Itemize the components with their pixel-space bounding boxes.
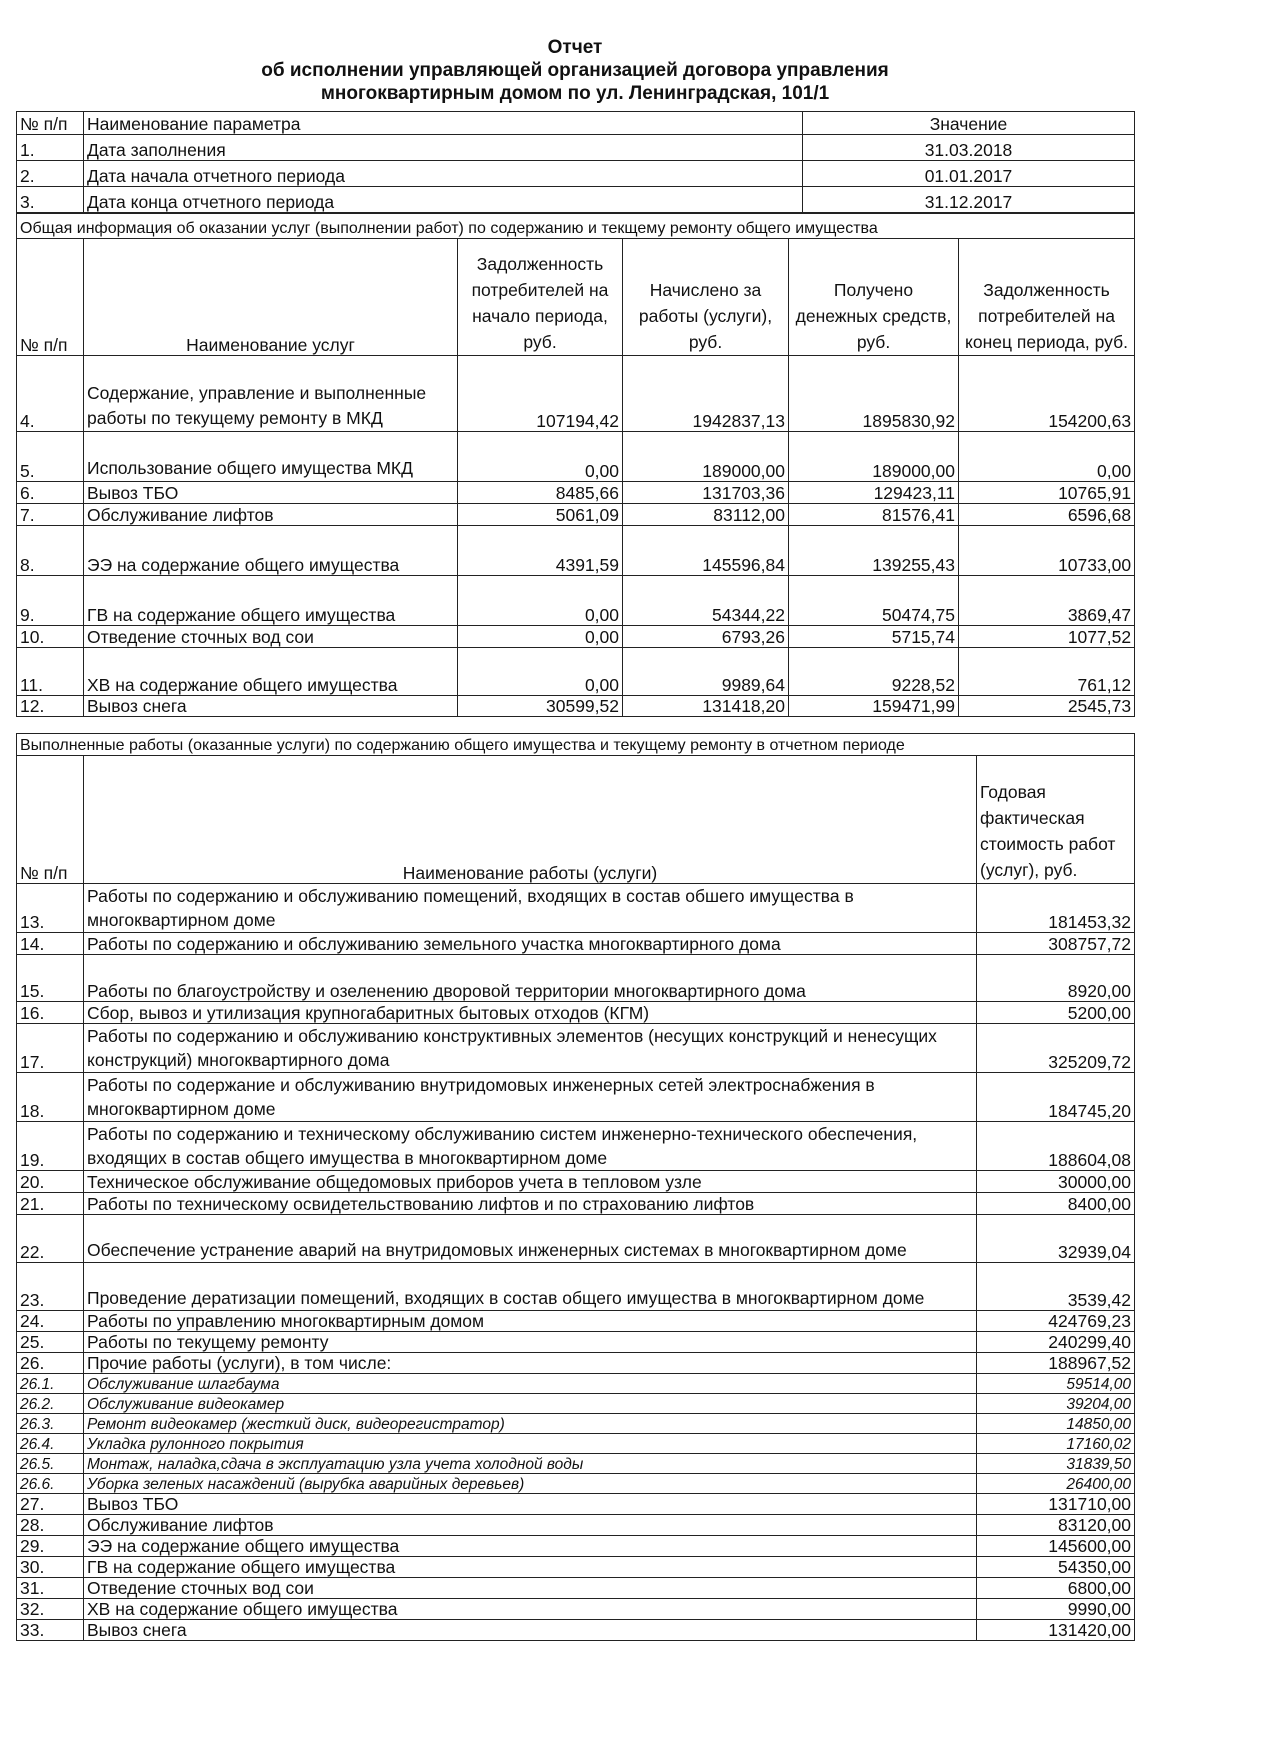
row-no: 31. <box>17 1578 84 1599</box>
services-col-no: № п/п <box>17 239 84 356</box>
params-col-name: Наименование параметра <box>84 112 803 135</box>
row-cost: 424769,23 <box>977 1311 1135 1332</box>
row-charged: 131418,20 <box>623 696 789 717</box>
row-no: 30. <box>17 1557 84 1578</box>
params-row <box>17 135 1135 161</box>
services-row <box>17 432 1135 482</box>
row-name: ХВ на содержание общего имущества <box>84 648 458 696</box>
row-name: ГВ на содержание общего имущества <box>84 1557 977 1578</box>
row-debt-start: 0,00 <box>458 576 623 626</box>
row-name: Дата начала отчетного периода <box>84 161 803 187</box>
services-section-title: Общая информация об оказании услуг (выполнении работ) по содержанию и текщему ремонту общего имущества <box>17 214 1135 239</box>
row-charged: 6793,26 <box>623 626 789 648</box>
report-title-line-1: Отчет <box>547 37 603 58</box>
works-col-no: № п/п <box>17 756 84 884</box>
works-section-row <box>17 734 1135 756</box>
row-no: 13. <box>17 884 84 933</box>
row-cost: 3539,42 <box>977 1263 1135 1311</box>
works-subrow <box>17 1474 1135 1494</box>
row-no: 32. <box>17 1599 84 1620</box>
row-no: 29. <box>17 1536 84 1557</box>
row-no: 7. <box>17 504 84 526</box>
row-no: 22. <box>17 1215 84 1263</box>
works-subrow <box>17 1414 1135 1434</box>
params-col-value: Значение <box>803 112 1135 135</box>
row-name: Монтаж, наладка,сдача в эксплуатацию узла учета холодной воды <box>84 1454 977 1474</box>
row-received: 5715,74 <box>789 626 959 648</box>
row-cost: 30000,00 <box>977 1171 1135 1193</box>
row-no: 33. <box>17 1620 84 1641</box>
row-cost: 54350,00 <box>977 1557 1135 1578</box>
row-received: 159471,99 <box>789 696 959 717</box>
row-no: 20. <box>17 1171 84 1193</box>
works-subrow <box>17 1394 1135 1414</box>
services-row <box>17 696 1135 717</box>
row-name: Ремонт видеокамер (жесткий диск, видеорегистратор) <box>84 1414 977 1434</box>
row-no: 6. <box>17 482 84 504</box>
row-name: Техническое обслуживание общедомовых приборов учета в тепловом узле <box>84 1171 977 1193</box>
row-cost: 8920,00 <box>977 955 1135 1002</box>
row-cost: 6800,00 <box>977 1578 1135 1599</box>
row-no: 11. <box>17 648 84 696</box>
works-row <box>17 955 1135 1002</box>
params-row <box>17 161 1135 187</box>
row-no: 14. <box>17 933 84 955</box>
row-cost: 26400,00 <box>977 1474 1135 1494</box>
row-debt-end: 2545,73 <box>959 696 1135 717</box>
row-name: Вывоз снега <box>84 696 458 717</box>
row-name: Отведение сточных вод сои <box>84 1578 977 1599</box>
row-no: 26. <box>17 1353 84 1374</box>
row-name: Прочие работы (услуги), в том числе: <box>84 1353 977 1374</box>
row-cost: 17160,02 <box>977 1434 1135 1454</box>
works-row <box>17 1002 1135 1024</box>
row-charged: 54344,22 <box>623 576 789 626</box>
row-no: 5. <box>17 432 84 482</box>
row-cost: 39204,00 <box>977 1394 1135 1414</box>
row-name: ЭЭ на содержание общего имущества <box>84 526 458 576</box>
row-debt-end: 3869,47 <box>959 576 1135 626</box>
works-subrow <box>17 1454 1135 1474</box>
row-name: Работы по содержание и обслуживанию внутридомовых инженерных сетей электроснабжения в многоквартирном доме <box>84 1073 977 1122</box>
row-debt-start: 30599,52 <box>458 696 623 717</box>
works-row <box>17 1620 1135 1641</box>
row-name: Работы по содержанию и обслуживанию конструктивных элементов (несущих конструкций и ненесущих конструкций) многоквартирного дома <box>84 1024 977 1073</box>
works-row <box>17 1536 1135 1557</box>
row-name: Использование общего имущества МКД <box>84 432 458 482</box>
row-cost: 325209,72 <box>977 1024 1135 1073</box>
works-row <box>17 1215 1135 1263</box>
row-no: 12. <box>17 696 84 717</box>
row-name: Укладка рулонного покрытия <box>84 1434 977 1454</box>
row-name: Работы по благоустройству и озеленению дворовой территории многоквартирного дома <box>84 955 977 1002</box>
row-name: Дата конца отчетного периода <box>84 187 803 213</box>
row-value: 31.03.2018 <box>803 135 1135 161</box>
row-no: 19. <box>17 1122 84 1171</box>
row-cost: 14850,00 <box>977 1414 1135 1434</box>
works-row <box>17 1311 1135 1332</box>
works-row <box>17 1515 1135 1536</box>
row-name: Вывоз ТБО <box>84 1494 977 1515</box>
services-row <box>17 482 1135 504</box>
row-name: Проведение дератизации помещений, входящих в состав общего имущества в многоквартирном доме <box>84 1263 977 1311</box>
services-row <box>17 626 1135 648</box>
row-cost: 145600,00 <box>977 1536 1135 1557</box>
row-name: Работы по содержанию и обслуживанию земельного участка многоквартирного дома <box>84 933 977 955</box>
report-title-line-3: многоквартирным домом по ул. Ленинградская, 101/1 <box>320 83 830 104</box>
row-value: 31.12.2017 <box>803 187 1135 213</box>
services-row <box>17 648 1135 696</box>
services-col-debt-start: Задолженность потребителей на начало периода, руб. <box>458 239 623 356</box>
works-row <box>17 1599 1135 1620</box>
row-name: Содержание, управление и выполненные работы по текущему ремонту в МКД <box>84 356 458 432</box>
works-row <box>17 1122 1135 1171</box>
row-name: Отведение сточных вод сои <box>84 626 458 648</box>
row-debt-end: 761,12 <box>959 648 1135 696</box>
services-col-debt-end: Задолженность потребителей на конец периода, руб. <box>959 239 1135 356</box>
row-debt-end: 1077,52 <box>959 626 1135 648</box>
row-no: 9. <box>17 576 84 626</box>
row-no: 8. <box>17 526 84 576</box>
row-received: 189000,00 <box>789 432 959 482</box>
services-row <box>17 526 1135 576</box>
row-debt-start: 0,00 <box>458 626 623 648</box>
row-no: 26.1. <box>17 1374 84 1394</box>
row-received: 81576,41 <box>789 504 959 526</box>
row-value: 01.01.2017 <box>803 161 1135 187</box>
works-row <box>17 1263 1135 1311</box>
works-row <box>17 1193 1135 1215</box>
row-no: 17. <box>17 1024 84 1073</box>
row-received: 1895830,92 <box>789 356 959 432</box>
row-cost: 31839,50 <box>977 1454 1135 1474</box>
report-title <box>0 36 1150 105</box>
row-debt-end: 154200,63 <box>959 356 1135 432</box>
row-name: Работы по управлению многоквартирным домом <box>84 1311 977 1332</box>
params-row <box>17 187 1135 213</box>
row-no: 28. <box>17 1515 84 1536</box>
row-no: 26.6. <box>17 1474 84 1494</box>
row-received: 50474,75 <box>789 576 959 626</box>
row-debt-start: 4391,59 <box>458 526 623 576</box>
row-charged: 1942837,13 <box>623 356 789 432</box>
services-col-received: Получено денежных средств, руб. <box>789 239 959 356</box>
services-col-charged: Начислено за работы (услуги), руб. <box>623 239 789 356</box>
row-name: Работы по техническому освидетельствованию лифтов и по страхованию лифтов <box>84 1193 977 1215</box>
services-row <box>17 504 1135 526</box>
params-header-row <box>17 112 1135 135</box>
row-no: 18. <box>17 1073 84 1122</box>
params-table <box>16 111 1135 213</box>
row-debt-end: 6596,68 <box>959 504 1135 526</box>
row-name: Обеспечение устранение аварий на внутридомовых инженерных системах в многоквартирном доме <box>84 1215 977 1263</box>
row-received: 129423,11 <box>789 482 959 504</box>
row-no: 26.2. <box>17 1394 84 1414</box>
row-name: Уборка зеленых насаждений (вырубка аварийных деревьев) <box>84 1474 977 1494</box>
row-charged: 9989,64 <box>623 648 789 696</box>
works-row <box>17 1557 1135 1578</box>
row-no: 16. <box>17 1002 84 1024</box>
row-cost: 181453,32 <box>977 884 1135 933</box>
row-debt-end: 10765,91 <box>959 482 1135 504</box>
works-row <box>17 1353 1135 1374</box>
works-col-name: Наименование работы (услуги) <box>84 756 977 884</box>
row-no: 21. <box>17 1193 84 1215</box>
row-name: Обслуживание лифтов <box>84 504 458 526</box>
works-row <box>17 1332 1135 1353</box>
row-name: Работы по содержанию и обслуживанию помещений, входящих в состав обшего имущества в многоквартирном доме <box>84 884 977 933</box>
params-col-no: № п/п <box>17 112 84 135</box>
row-charged: 189000,00 <box>623 432 789 482</box>
services-section-row <box>17 214 1135 239</box>
row-no: 24. <box>17 1311 84 1332</box>
row-no: 1. <box>17 135 84 161</box>
row-no: 3. <box>17 187 84 213</box>
works-table <box>16 733 1135 1641</box>
row-charged: 145596,84 <box>623 526 789 576</box>
row-debt-end: 10733,00 <box>959 526 1135 576</box>
works-subrow <box>17 1374 1135 1394</box>
row-name: Дата заполнения <box>84 135 803 161</box>
works-row <box>17 884 1135 933</box>
services-row <box>17 356 1135 432</box>
row-no: 15. <box>17 955 84 1002</box>
works-subrow <box>17 1434 1135 1454</box>
row-name: ХВ на содержание общего имущества <box>84 1599 977 1620</box>
row-debt-start: 8485,66 <box>458 482 623 504</box>
row-no: 2. <box>17 161 84 187</box>
row-cost: 32939,04 <box>977 1215 1135 1263</box>
row-cost: 308757,72 <box>977 933 1135 955</box>
row-name: Обслуживание шлагбаума <box>84 1374 977 1394</box>
works-row <box>17 1171 1135 1193</box>
row-charged: 131703,36 <box>623 482 789 504</box>
row-name: Обслуживание лифтов <box>84 1515 977 1536</box>
row-cost: 131710,00 <box>977 1494 1135 1515</box>
row-debt-end: 0,00 <box>959 432 1135 482</box>
works-row <box>17 1024 1135 1073</box>
row-cost: 188967,52 <box>977 1353 1135 1374</box>
row-debt-start: 0,00 <box>458 648 623 696</box>
row-no: 25. <box>17 1332 84 1353</box>
services-row <box>17 576 1135 626</box>
row-cost: 5200,00 <box>977 1002 1135 1024</box>
row-no: 10. <box>17 626 84 648</box>
row-name: Обслуживание видеокамер <box>84 1394 977 1414</box>
works-row <box>17 933 1135 955</box>
row-name: ГВ на содержание общего имущества <box>84 576 458 626</box>
row-cost: 184745,20 <box>977 1073 1135 1122</box>
works-row <box>17 1494 1135 1515</box>
row-name: Вывоз снега <box>84 1620 977 1641</box>
works-row <box>17 1073 1135 1122</box>
row-debt-start: 107194,42 <box>458 356 623 432</box>
row-debt-start: 0,00 <box>458 432 623 482</box>
works-section-title: Выполненные работы (оказанные услуги) по содержанию общего имущества и текущему ремонту в отчетном периоде <box>17 734 1135 756</box>
row-cost: 188604,08 <box>977 1122 1135 1171</box>
services-header-row <box>17 239 1135 356</box>
row-no: 26.4. <box>17 1434 84 1454</box>
row-name: Вывоз ТБО <box>84 482 458 504</box>
row-no: 23. <box>17 1263 84 1311</box>
row-no: 26.5. <box>17 1454 84 1474</box>
row-cost: 59514,00 <box>977 1374 1135 1394</box>
row-debt-start: 5061,09 <box>458 504 623 526</box>
row-no: 26.3. <box>17 1414 84 1434</box>
row-cost: 8400,00 <box>977 1193 1135 1215</box>
report-title-line-2: об исполнении управляющей организацией договора управления <box>261 60 889 81</box>
services-table <box>16 213 1135 717</box>
row-name: Сбор, вывоз и утилизация крупногабаритных бытовых отходов (КГМ) <box>84 1002 977 1024</box>
works-row <box>17 1578 1135 1599</box>
row-cost: 9990,00 <box>977 1599 1135 1620</box>
row-name: Работы по текущему ремонту <box>84 1332 977 1353</box>
row-name: Работы по содержанию и техническому обслуживанию систем инженерно-технического обеспечения, входящих в состав общего имущества в многоквартирном доме <box>84 1122 977 1171</box>
row-name: ЭЭ на содержание общего имущества <box>84 1536 977 1557</box>
row-charged: 83112,00 <box>623 504 789 526</box>
works-col-cost: Годовая фактическая стоимость работ (услуг), руб. <box>977 756 1135 884</box>
works-header-row <box>17 756 1135 884</box>
row-received: 9228,52 <box>789 648 959 696</box>
row-cost: 83120,00 <box>977 1515 1135 1536</box>
row-received: 139255,43 <box>789 526 959 576</box>
row-no: 4. <box>17 356 84 432</box>
row-cost: 131420,00 <box>977 1620 1135 1641</box>
row-cost: 240299,40 <box>977 1332 1135 1353</box>
row-no: 27. <box>17 1494 84 1515</box>
services-col-name: Наименование услуг <box>84 239 458 356</box>
